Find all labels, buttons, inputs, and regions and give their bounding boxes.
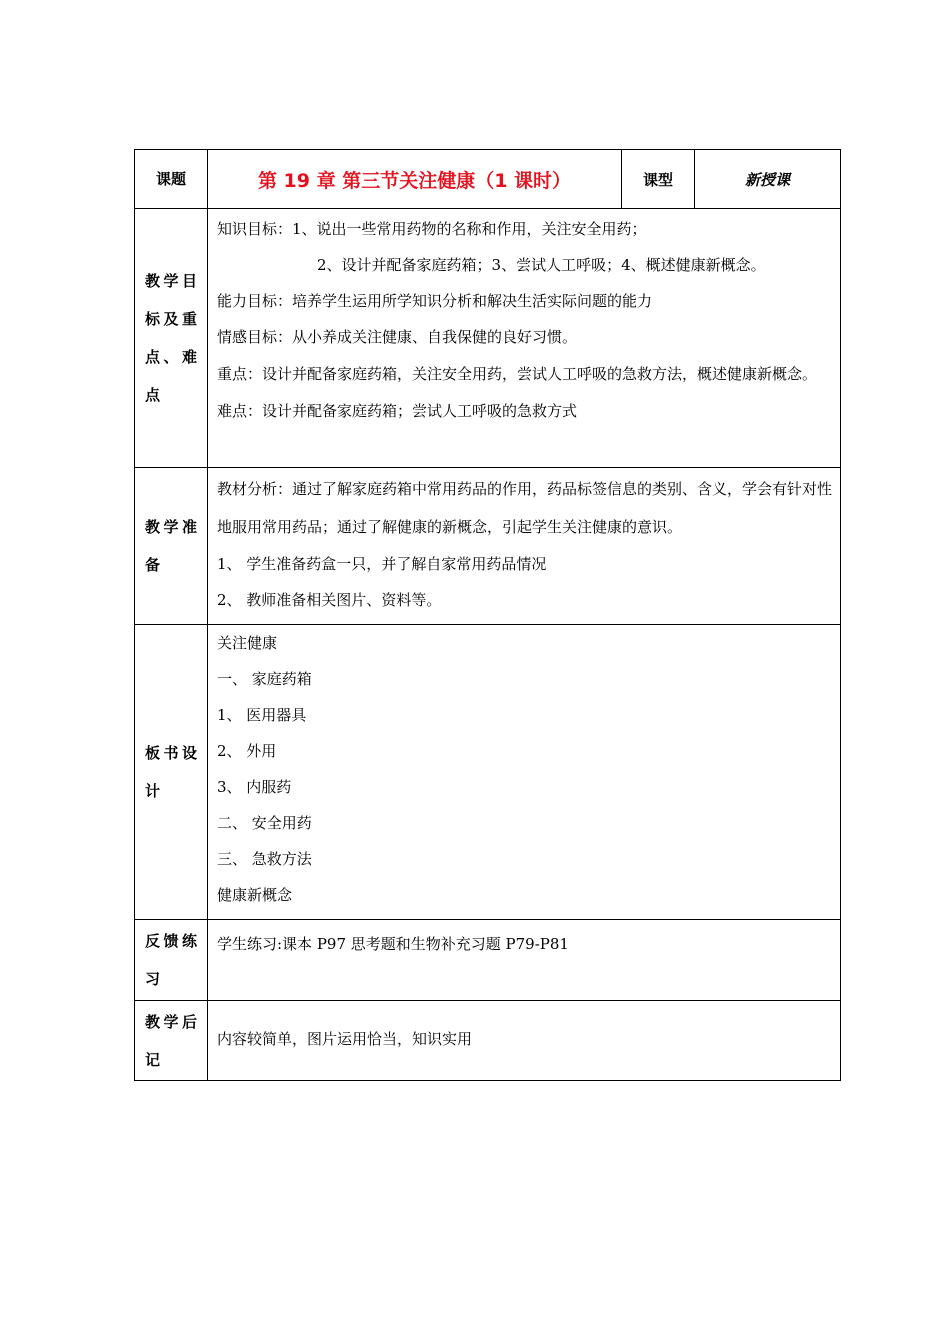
board-design-row (135, 625, 841, 920)
lesson-type-label: 课型 (622, 150, 695, 209)
knowledge-goal-line: 知识目标：1、说出一些常用药物的名称和作用，关注安全用药； (217, 220, 647, 238)
board-line: 关注健康 (217, 634, 278, 652)
student-prep-item: 1、 学生准备药盒一只，并了解自家常用药品情况 (217, 555, 547, 573)
feedback-row (135, 920, 841, 1001)
board-line: 3、 内服药 (217, 778, 292, 796)
emotion-goal-line: 情感目标：从小养成关注健康、自我保健的良好习惯。 (217, 328, 578, 346)
lesson-plan-table (134, 149, 841, 1081)
reflection-row (135, 1001, 841, 1081)
material-analysis-text: 教材分析：通过了解家庭药箱中常用药品的作用，药品标签信息的类别、含义，学会有针对性地服用常用药品；通过了解健康的新概念，引起学生关注健康的意识。 (217, 480, 833, 536)
feedback-content (208, 920, 841, 1001)
teacher-prep-item: 2、 教师准备相关图片、资料等。 (217, 591, 442, 609)
topic-label: 课题 (135, 150, 208, 209)
knowledge-goal-continued: 2、设计并配备家庭药箱；3、尝试人工呼吸；4、概述健康新概念。 (317, 256, 766, 274)
objectives-content (208, 209, 841, 468)
board-line: 三、 急救方法 (217, 850, 312, 868)
objectives-label: 教学目标及重点、难点 (135, 209, 208, 468)
reflection-text: 内容较简单，图片运用恰当，知识实用 (217, 1029, 473, 1048)
board-line: 1、 医用器具 (217, 706, 307, 724)
preparation-content (208, 468, 841, 625)
lesson-title: 第 19 章 第三节关注健康（1 课时） (208, 150, 622, 209)
key-point-text: 重点：设计并配备家庭药箱，关注安全用药，尝试人工呼吸的急救方法，概述健康新概念。 (217, 365, 818, 383)
ability-goal-line: 能力目标：培养学生运用所学知识分析和解决生活实际问题的能力 (217, 292, 653, 310)
board-line: 健康新概念 (217, 886, 293, 904)
objectives-row (135, 209, 841, 468)
board-line: 二、 安全用药 (217, 814, 312, 832)
reflection-label: 教学后记 (135, 1001, 208, 1081)
board-design-content (208, 625, 841, 920)
header-row (135, 150, 841, 209)
difficulty-text: 难点：设计并配备家庭药箱；尝试人工呼吸的急救方式 (217, 402, 578, 420)
feedback-text: 学生练习:课本 P97 思考题和生物补充习题 P79-P81 (217, 935, 569, 953)
lesson-type-value: 新授课 (695, 150, 841, 209)
board-line: 一、 家庭药箱 (217, 670, 312, 688)
board-line: 2、 外用 (217, 742, 277, 760)
preparation-label: 教学准备 (135, 468, 208, 625)
feedback-label: 反馈练习 (135, 920, 208, 1001)
board-design-label: 板书设计 (135, 625, 208, 920)
preparation-row (135, 468, 841, 625)
reflection-content (208, 1001, 841, 1081)
